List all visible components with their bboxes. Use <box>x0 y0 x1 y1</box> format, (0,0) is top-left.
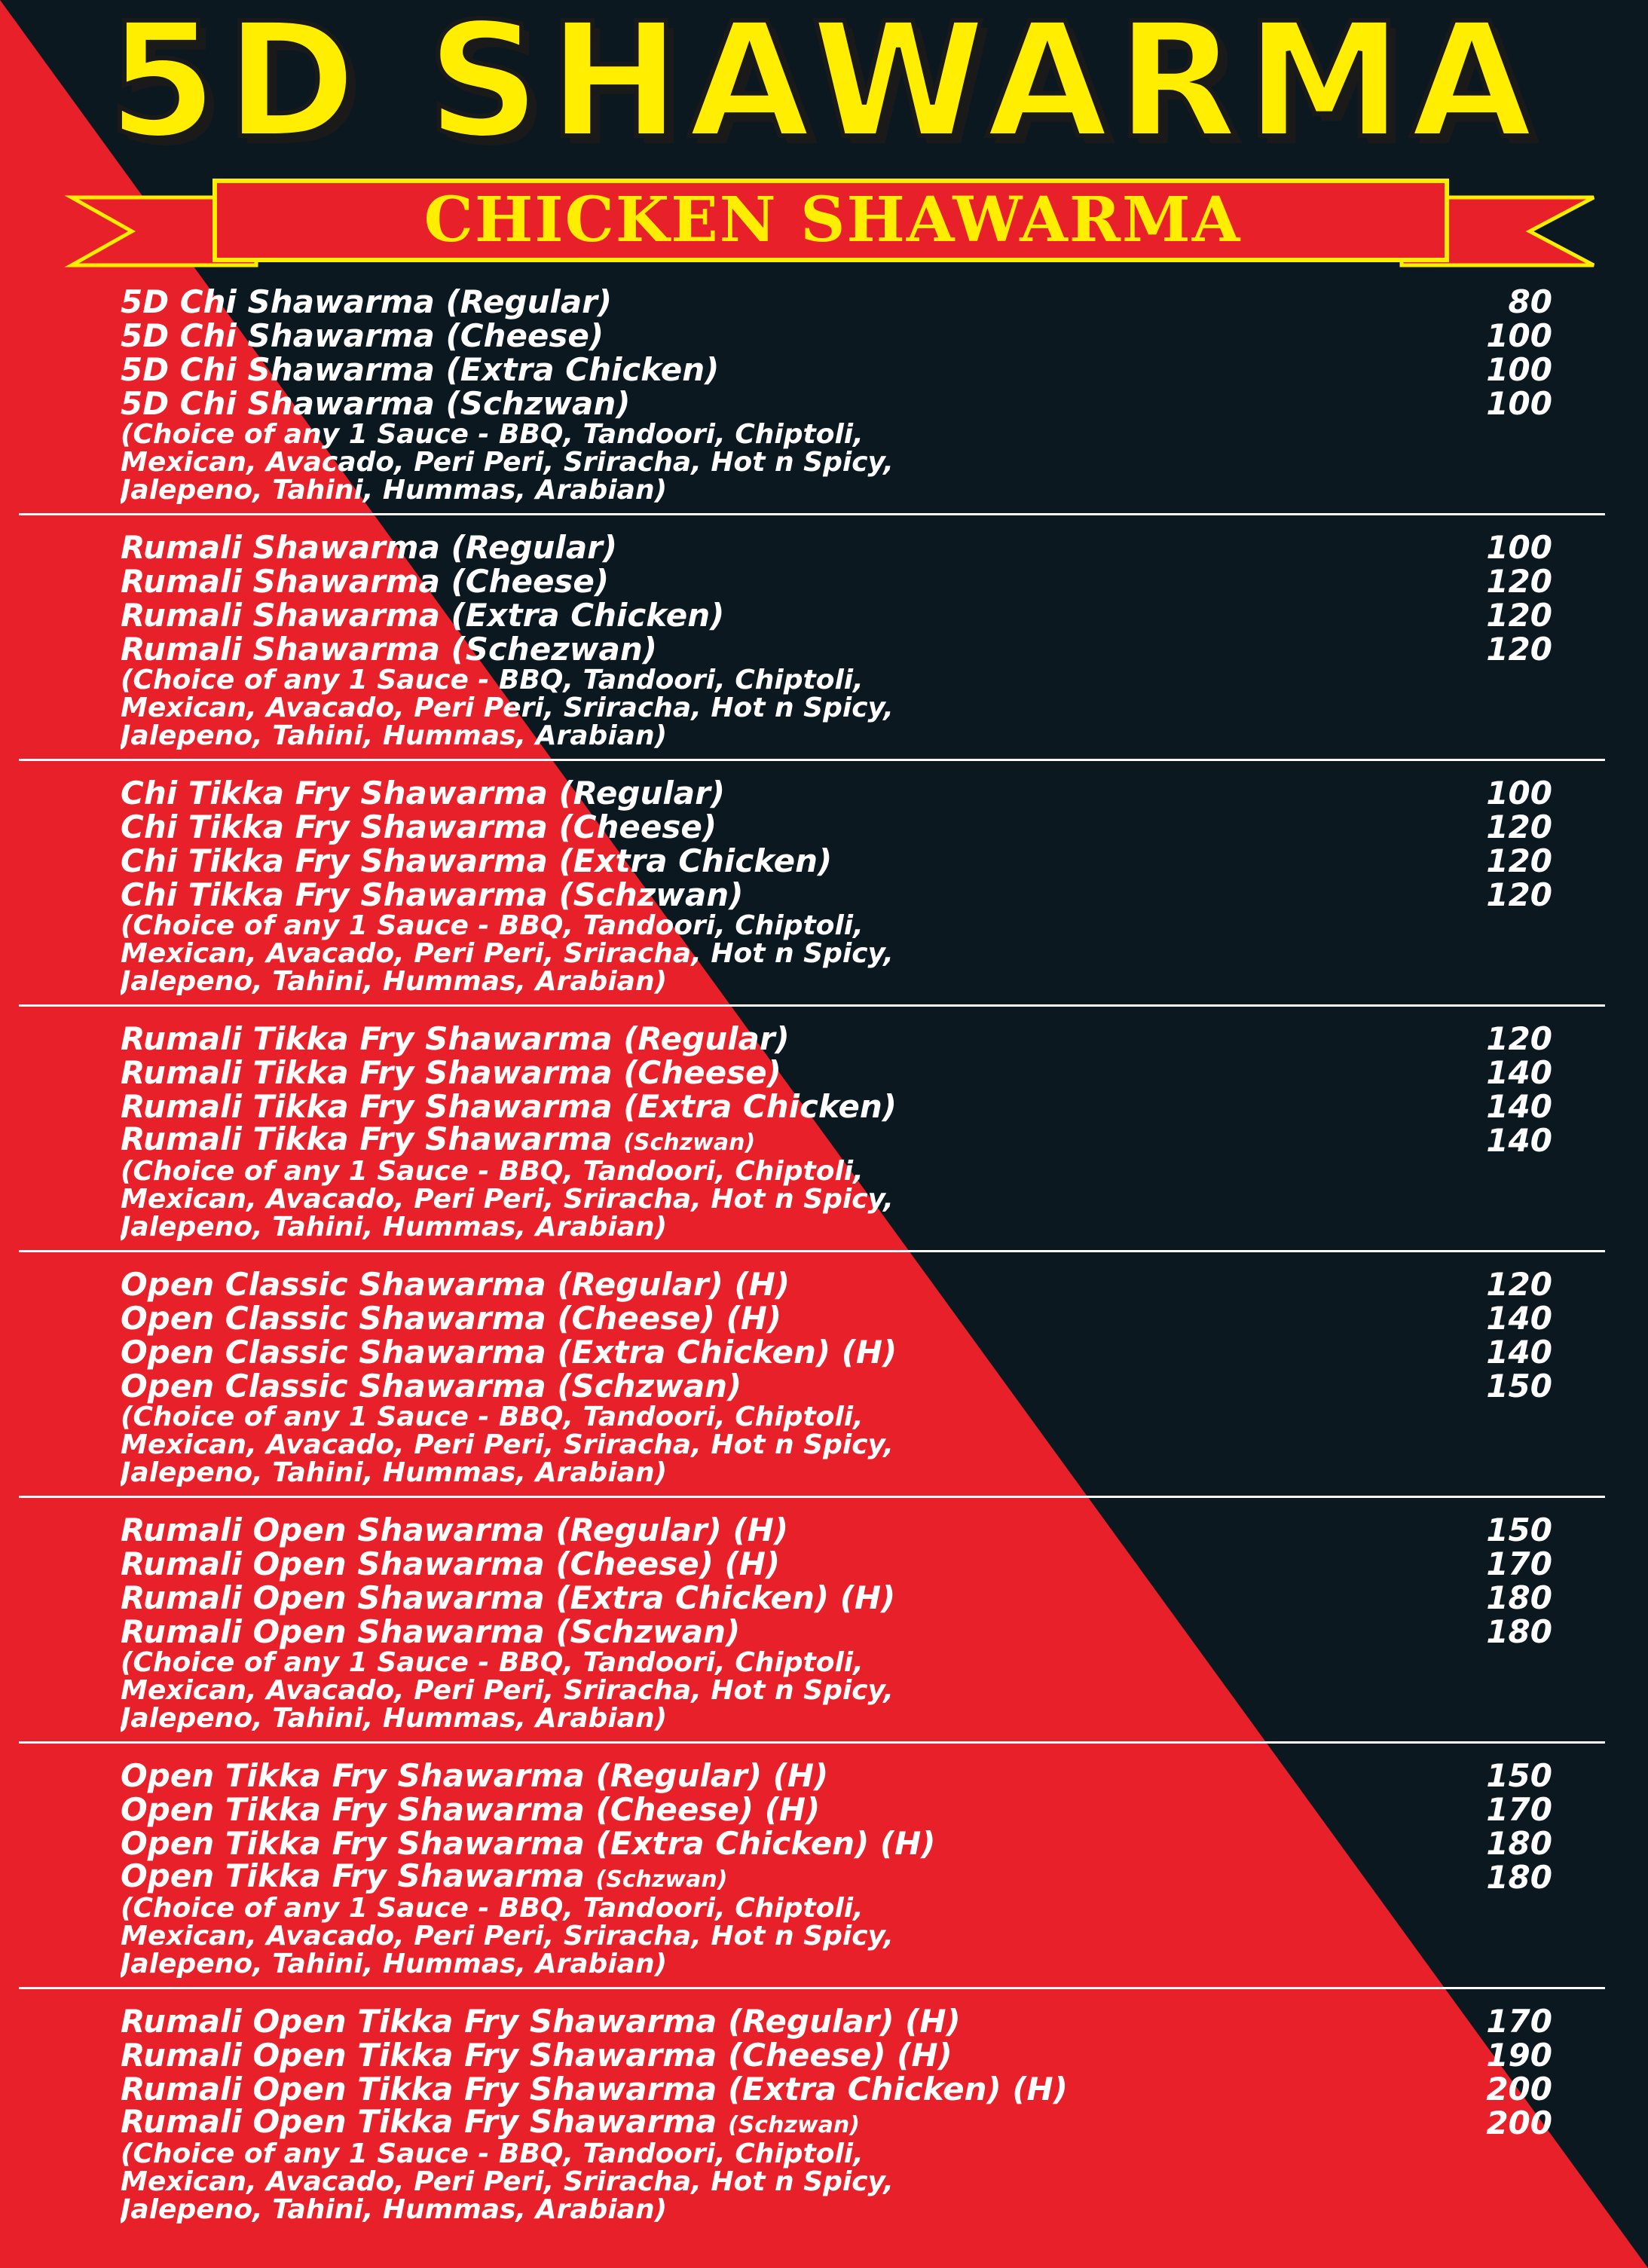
item-price: 120 <box>1486 563 1552 600</box>
item-name: Chi Tikka Fry Shawarma (Cheese) <box>121 808 717 845</box>
menu-item <box>121 1513 1552 1547</box>
menu-section <box>121 2004 1552 2224</box>
menu-list <box>121 285 1552 2224</box>
item-price: 120 <box>1486 1266 1552 1303</box>
menu-item <box>121 1120 1552 1159</box>
menu-item <box>121 810 1552 844</box>
menu-item <box>121 2004 1552 2038</box>
menu-item <box>121 387 1552 420</box>
item-name: Rumali Open Shawarma (Regular) (H) <box>121 1511 789 1548</box>
menu-item <box>121 1857 1552 1896</box>
item-price: 140 <box>1486 1334 1552 1371</box>
menu-item <box>121 1615 1552 1649</box>
item-price: 150 <box>1486 1368 1552 1405</box>
menu-item <box>121 353 1552 387</box>
menu-section <box>121 285 1552 515</box>
item-price: 120 <box>1486 597 1552 634</box>
menu-item <box>121 2072 1552 2106</box>
item-name: Open Classic Shawarma (Schzwan) <box>121 1368 742 1405</box>
sauce-note: (Choice of any 1 Sauce - BBQ, Tandoori, Chiptoli, Mexican, Avacado, Peri Peri, Sriracha, Hot n Spicy, Jalepeno, Tahini, Hummas, Arabian) <box>121 1894 894 1978</box>
section-banner-title: CHICKEN SHAWARMA <box>423 184 1242 256</box>
menu-item <box>121 1793 1552 1826</box>
item-name-text: Rumali Open Tikka Fry Shawarma <box>121 2102 728 2140</box>
item-price: 180 <box>1486 1579 1552 1616</box>
menu-section <box>121 1267 1552 1498</box>
item-price: 190 <box>1486 2037 1552 2074</box>
item-price: 180 <box>1486 1859 1552 1896</box>
menu-section <box>121 1513 1552 1744</box>
item-price: 120 <box>1486 808 1552 845</box>
sauce-note: (Choice of any 1 Sauce - BBQ, Tandoori, Chiptoli, Mexican, Avacado, Peri Peri, Sriracha, Hot n Spicy, Jalepeno, Tahini, Hummas, Arabian) <box>121 912 894 995</box>
item-price: 200 <box>1486 2104 1552 2141</box>
item-price: 180 <box>1486 1825 1552 1862</box>
item-price: 170 <box>1486 2003 1552 2040</box>
menu-section <box>121 530 1552 761</box>
item-name-text: Rumali Tikka Fry Shawarma <box>121 1120 624 1157</box>
section-divider <box>19 1741 1605 1744</box>
item-name: Chi Tikka Fry Shawarma (Schzwan) <box>121 876 744 913</box>
section-divider <box>19 1250 1605 1252</box>
item-name: Rumali Shawarma (Extra Chicken) <box>121 597 725 634</box>
item-name: Rumali Open Tikka Fry Shawarma (Regular) (H) <box>121 2003 961 2040</box>
item-price: 140 <box>1486 1054 1552 1091</box>
item-name: Rumali Tikka Fry Shawarma (Regular) <box>121 1020 790 1057</box>
item-price: 120 <box>1486 842 1552 879</box>
menu-item <box>121 1581 1552 1615</box>
item-price: 180 <box>1486 1613 1552 1650</box>
item-name: Rumali Open Tikka Fry Shawarma (Extra Chicken) (H) <box>121 2071 1068 2108</box>
menu-item <box>121 1301 1552 1335</box>
item-price: 100 <box>1486 317 1552 354</box>
item-name: 5D Chi Shawarma (Extra Chicken) <box>121 351 720 388</box>
item-price: 170 <box>1486 1791 1552 1828</box>
menu-section <box>121 1759 1552 1989</box>
menu-item <box>121 844 1552 878</box>
item-price: 200 <box>1486 2071 1552 2108</box>
page-title: 5D SHAWARMA <box>107 0 1541 173</box>
menu-item <box>121 1090 1552 1123</box>
section-divider <box>19 1987 1605 1989</box>
item-price: 100 <box>1486 775 1552 812</box>
item-name: Rumali Tikka Fry Shawarma (Cheese) <box>121 1054 781 1091</box>
sauce-note: (Choice of any 1 Sauce - BBQ, Tandoori, Chiptoli, Mexican, Avacado, Peri Peri, Sriracha, Hot n Spicy, Jalepeno, Tahini, Hummas, Arabian) <box>121 666 894 750</box>
sauce-note: (Choice of any 1 Sauce - BBQ, Tandoori, Chiptoli, Mexican, Avacado, Peri Peri, Sriracha, Hot n Spicy, Jalepeno, Tahini, Hummas, Arabian) <box>121 1403 894 1487</box>
menu-item <box>121 598 1552 632</box>
menu-item <box>121 1335 1552 1369</box>
item-name: Rumali Tikka Fry Shawarma (Extra Chicken) <box>121 1088 897 1125</box>
menu-item <box>121 1759 1552 1793</box>
menu-item <box>121 878 1552 912</box>
item-name: Chi Tikka Fry Shawarma (Extra Chicken) <box>121 842 833 879</box>
item-name: Open Tikka Fry Shawarma (Extra Chicken) (H) <box>121 1825 936 1862</box>
item-name: 5D Chi Shawarma (Schzwan) <box>121 385 631 422</box>
item-name: 5D Chi Shawarma (Cheese) <box>121 317 604 354</box>
menu-item <box>121 285 1552 319</box>
item-price: 80 <box>1508 283 1552 320</box>
item-price: 100 <box>1486 529 1552 566</box>
section-divider <box>19 1496 1605 1498</box>
item-name: Open Tikka Fry Shawarma (Regular) (H) <box>121 1757 829 1794</box>
item-name: Rumali Open Shawarma (Extra Chicken) (H) <box>121 1579 896 1616</box>
item-name: Open Classic Shawarma (Extra Chicken) (H) <box>121 1334 897 1371</box>
menu-item <box>121 530 1552 564</box>
item-price: 170 <box>1486 1545 1552 1582</box>
menu-item <box>121 1547 1552 1581</box>
item-price: 150 <box>1486 1757 1552 1794</box>
item-price: 140 <box>1486 1300 1552 1337</box>
item-price: 140 <box>1486 1088 1552 1125</box>
item-variant: (Schzwan) <box>623 1129 756 1156</box>
item-name: Rumali Shawarma (Regular) <box>121 529 618 566</box>
section-divider <box>19 1004 1605 1007</box>
menu-item <box>121 2038 1552 2072</box>
item-price: 120 <box>1486 1020 1552 1057</box>
sauce-note: (Choice of any 1 Sauce - BBQ, Tandoori, Chiptoli, Mexican, Avacado, Peri Peri, Sriracha, Hot n Spicy, Jalepeno, Tahini, Hummas, Arabian) <box>121 2140 894 2224</box>
item-name: 5D Chi Shawarma (Regular) <box>121 283 613 320</box>
menu-item <box>121 1369 1552 1403</box>
menu-item <box>121 564 1552 598</box>
sauce-note: (Choice of any 1 Sauce - BBQ, Tandoori, Chiptoli, Mexican, Avacado, Peri Peri, Sriracha, Hot n Spicy, Jalepeno, Tahini, Hummas, Arabian) <box>121 1649 894 1732</box>
item-price: 120 <box>1486 876 1552 913</box>
item-name <box>121 1859 1447 1897</box>
item-name: Rumali Open Tikka Fry Shawarma (Cheese) (H) <box>121 2037 952 2074</box>
item-name: Open Tikka Fry Shawarma (Cheese) (H) <box>121 1791 821 1828</box>
item-name: Rumali Shawarma (Cheese) <box>121 563 610 600</box>
section-divider <box>19 513 1605 515</box>
item-name-text: Open Tikka Fry Shawarma <box>121 1857 596 1894</box>
menu-item <box>121 632 1552 666</box>
sauce-note: (Choice of any 1 Sauce - BBQ, Tandoori, Chiptoli, Mexican, Avacado, Peri Peri, Sriracha, Hot n Spicy, Jalepeno, Tahini, Hummas, Arabian) <box>121 420 894 504</box>
item-name: Open Classic Shawarma (Regular) (H) <box>121 1266 790 1303</box>
item-name: Rumali Open Shawarma (Schzwan) <box>121 1613 741 1650</box>
item-price: 140 <box>1486 1122 1552 1159</box>
menu-item <box>121 2102 1552 2141</box>
menu-section <box>121 776 1552 1007</box>
menu-item <box>121 776 1552 810</box>
item-name <box>121 2104 1447 2142</box>
menu-section <box>121 1022 1552 1252</box>
item-price: 120 <box>1486 631 1552 668</box>
item-price: 100 <box>1486 351 1552 388</box>
item-name: Rumali Shawarma (Schezwan) <box>121 631 657 668</box>
item-variant: (Schzwan) <box>595 1866 728 1893</box>
menu-item <box>121 1826 1552 1860</box>
item-price: 100 <box>1486 385 1552 422</box>
item-name: Open Classic Shawarma (Cheese) (H) <box>121 1300 782 1337</box>
section-divider <box>19 759 1605 761</box>
sauce-note: (Choice of any 1 Sauce - BBQ, Tandoori, Chiptoli, Mexican, Avacado, Peri Peri, Sriracha, Hot n Spicy, Jalepeno, Tahini, Hummas, Arabian) <box>121 1157 894 1241</box>
item-price: 150 <box>1486 1511 1552 1548</box>
menu-item <box>121 1022 1552 1056</box>
item-variant: (Schzwan) <box>727 2111 860 2138</box>
item-name: Chi Tikka Fry Shawarma (Regular) <box>121 775 726 812</box>
item-name <box>121 1122 1447 1160</box>
menu-item <box>121 319 1552 353</box>
item-name: Rumali Open Shawarma (Cheese) (H) <box>121 1545 781 1582</box>
menu-item <box>121 1267 1552 1301</box>
menu-item <box>121 1056 1552 1090</box>
